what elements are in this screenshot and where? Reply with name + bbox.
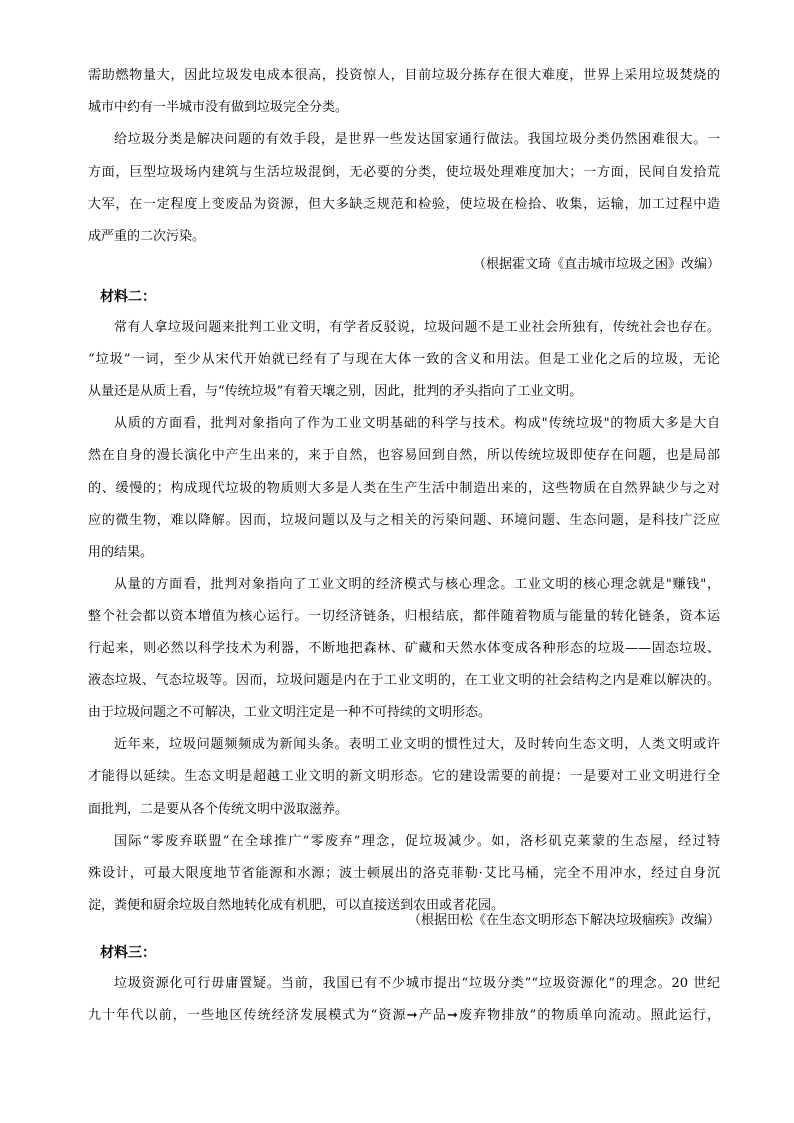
paragraph-line: 应的微生物，难以降解。因而，垃圾问题以及与之相关的污染问题、环境问题、生态问题，是科技广泛应 — [88, 512, 720, 528]
paragraph-line: 淀，粪便和厨余垃圾自然地转化成有机肥，可以直接送到农田或者花园。 — [88, 897, 505, 913]
paragraph-line: 行起来，则必然以科学技术为利器，不断地把森林、矿藏和天然水体变成各种形态的垃圾——固态垃圾、 — [88, 641, 720, 656]
paragraph-line: 城市中约有一半城市没有做到垃圾完全分类。 — [88, 100, 349, 116]
paragraph-line: 从质的方面看，批判对象指向了作为工业文明基础的科学与技术。构成"传统垃圾"的物质大多是大自 — [114, 416, 720, 432]
paragraph-line: 方面，巨型垃圾场内建筑与生活垃圾混倒，无必要的分类，使垃圾处理难度加大；一方面，民间自发拾荒 — [88, 164, 720, 180]
paragraph-line: 垃圾资源化可行毋庸置疑。当前，我国已有不少城市提出“垃圾分类”“垃圾资源化”的理念。20 世纪 — [114, 976, 720, 991]
paragraph-line: 需助燃物量大，因此垃圾发电成本很高，投资惊人，目前垃圾分拣存在很大难度，世界上采用垃圾焚烧的 — [88, 68, 720, 83]
paragraph-line: 才能得以延续。生态文明是超越工业文明的新文明形态。它的建设需要的前提：一是要对工业文明进行全 — [88, 769, 720, 785]
paragraph-line: 的、缓慢的；构成现代垃圾的物质则大多是人类在生产生活中制造出来的，这些物质在自然界缺少与之对 — [88, 480, 720, 496]
paragraph-line: 液态垃圾、气态垃圾等。因而，垃圾问题是内在于工业文明的，在工业文明的社会结构之内是难以解决的。 — [88, 673, 720, 689]
paragraph-line: 面批判，二是要从各个传统文明中汲取滋养。 — [88, 801, 349, 817]
paragraph-line: 然在自身的漫长演化中产生出来的，来于自然，也容易回到自然，所以传统垃圾即使存在问题，也是局部 — [88, 448, 720, 464]
paragraph-line: 整个社会都以资本增值为核心运行。一切经济链条，归根结底，都伴随着物质与能量的转化链条，资本运 — [88, 608, 720, 624]
paragraph-line: 用的结果。 — [88, 544, 154, 560]
paragraph-line: 大军，在一定程度上变废品为资源，但大多缺乏规范和检验，使垃圾在检拾、收集，运输，加工过程中造 — [88, 196, 720, 212]
paragraph-line: “垃圾”一词，至少从宋代开始就已经有了与现在大体一致的含义和用法。但是工业化之后的垃圾，无论 — [88, 352, 720, 368]
paragraph-line: 常有人拿垃圾问题来批判工业文明，有学者反驳说，垃圾问题不是工业社会所独有，传统社会也存在。 — [114, 320, 720, 335]
heading-material-three: 材料三： — [100, 945, 156, 961]
paragraph-line: 国际“零废弃联盟”在全球推广“零废弃”理念，促垃圾减少。如，洛杉矶克莱蒙的生态屋，经过特 — [114, 833, 720, 849]
source-citation-1: （根据霍文琦《直击城市垃圾之困》改编） — [472, 257, 720, 272]
source-citation-2: （根据田松《在生态文明形态下解决垃圾痼疾》改编） — [407, 913, 720, 928]
paragraph-line: 九十年代以前，一些地区传统经济发展模式为“资源➞产品➞废弃物排放”的物质单向流动。照此运行， — [88, 1008, 720, 1023]
paragraph-line: 殊设计，可最大限度地节省能源和水源；波士顿展出的洛克菲勒·艾比马桶，完全不用冲水，经过自身沉 — [88, 865, 720, 881]
paragraph-line: 从量的方面看，批判对象指向了工业文明的经济模式与核心理念。工业文明的核心理念就是"赚钱"， — [114, 576, 720, 592]
paragraph-line: 近年来，垃圾问题频频成为新闻头条。表明工业文明的惯性过大，及时转向生态文明，人类文明或许 — [114, 737, 720, 753]
paragraph-line: 给垃圾分类是解决问题的有效手段，是世界一些发达国家通行做法。我国垃圾分类仍然困难很大。一 — [114, 132, 720, 148]
paragraph-line: 成严重的二次污染。 — [88, 229, 206, 244]
paragraph-line: 从量还是从质上看，与“传统垃圾”有着天壤之别，因此，批判的矛头指向了工业文明。 — [88, 384, 583, 400]
heading-material-two: 材料二： — [100, 289, 156, 305]
paragraph-line: 由于垃圾问题之不可解决，工业文明注定是一种不可持续的文明形态。 — [88, 705, 492, 721]
